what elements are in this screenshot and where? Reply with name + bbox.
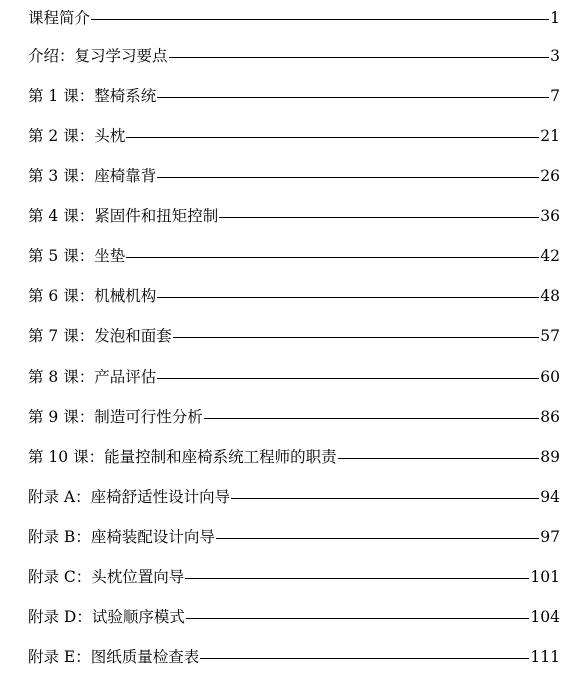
toc-entry[interactable] bbox=[28, 43, 560, 69]
toc-leader-line bbox=[231, 498, 539, 499]
toc-leader-line bbox=[126, 137, 539, 138]
toc-entry-page: 97 bbox=[540, 528, 560, 546]
toc-leader-line bbox=[173, 337, 540, 338]
toc-entry-page: 101 bbox=[530, 568, 560, 586]
toc-entry[interactable] bbox=[28, 163, 560, 189]
toc-entry-title: 第 9 课：制造可行性分析 bbox=[28, 408, 203, 426]
toc-entry-title: 第 2 课：头枕 bbox=[28, 127, 126, 145]
toc-leader-line bbox=[91, 19, 549, 20]
toc-entry[interactable] bbox=[28, 283, 560, 309]
toc-entry-title: 第 10 课：能量控制和座椅系统工程师的职责 bbox=[28, 448, 337, 466]
toc-entry-title: 附录 E：图纸质量检查表 bbox=[28, 648, 200, 666]
toc-entry-page: 42 bbox=[540, 247, 560, 265]
toc-entry-page: 94 bbox=[540, 488, 560, 506]
toc-entry[interactable] bbox=[28, 5, 560, 31]
toc-entry-title: 附录 C：头枕位置向导 bbox=[28, 568, 185, 586]
toc-entry-page: 26 bbox=[540, 167, 560, 185]
toc-entry[interactable] bbox=[28, 83, 560, 109]
toc-leader-line bbox=[185, 578, 529, 579]
toc-entry[interactable] bbox=[28, 484, 560, 510]
toc-entry[interactable] bbox=[28, 364, 560, 390]
toc-entry-title: 第 5 课：坐垫 bbox=[28, 247, 126, 265]
toc-entry-title: 第 7 课：发泡和面套 bbox=[28, 327, 172, 345]
toc-entry-title: 第 4 课：紧固件和扭矩控制 bbox=[28, 207, 219, 225]
toc-entry-page: 89 bbox=[540, 448, 560, 466]
toc-entry[interactable] bbox=[28, 444, 560, 470]
toc-entry-page: 48 bbox=[540, 287, 560, 305]
toc-entry-page: 3 bbox=[550, 47, 560, 65]
toc-entry-title: 课程简介 bbox=[28, 9, 91, 27]
toc-entry[interactable] bbox=[28, 604, 560, 630]
toc-entry[interactable] bbox=[28, 524, 560, 550]
toc-entry-page: 7 bbox=[550, 87, 560, 105]
toc-entry-title: 第 3 课：座椅靠背 bbox=[28, 167, 157, 185]
toc-entry-title: 附录 B：座椅装配设计向导 bbox=[28, 528, 215, 546]
toc-entry-page: 57 bbox=[540, 327, 560, 345]
toc-entry[interactable] bbox=[28, 243, 560, 269]
toc-leader-line bbox=[157, 378, 539, 379]
toc-leader-line bbox=[338, 458, 540, 459]
toc-leader-line bbox=[204, 418, 540, 419]
toc-entry-title: 介绍：复习学习要点 bbox=[28, 47, 168, 65]
table-of-contents bbox=[28, 0, 560, 682]
toc-leader-line bbox=[186, 618, 530, 619]
toc-leader-line bbox=[169, 57, 550, 58]
toc-entry[interactable] bbox=[28, 203, 560, 229]
toc-entry-page: 21 bbox=[540, 127, 560, 145]
toc-entry[interactable] bbox=[28, 123, 560, 149]
toc-leader-line bbox=[216, 538, 539, 539]
toc-leader-line bbox=[157, 297, 539, 298]
toc-entry-title: 第 6 课：机械机构 bbox=[28, 287, 157, 305]
toc-leader-line bbox=[200, 658, 529, 659]
toc-entry[interactable] bbox=[28, 404, 560, 430]
toc-leader-line bbox=[126, 257, 539, 258]
toc-entry-title: 第 1 课：整椅系统 bbox=[28, 87, 157, 105]
toc-entry-title: 第 8 课：产品评估 bbox=[28, 368, 157, 386]
toc-entry-page: 104 bbox=[530, 608, 560, 626]
toc-entry[interactable] bbox=[28, 323, 560, 349]
toc-entry-title: 附录 D：试验顺序模式 bbox=[28, 608, 185, 626]
toc-entry-title: 附录 A：座椅舒适性设计向导 bbox=[28, 488, 231, 506]
toc-leader-line bbox=[157, 177, 539, 178]
toc-entry-page: 36 bbox=[540, 207, 560, 225]
toc-entry-page: 60 bbox=[540, 368, 560, 386]
toc-entry-page: 86 bbox=[540, 408, 560, 426]
toc-entry[interactable] bbox=[28, 564, 560, 590]
toc-leader-line bbox=[219, 217, 539, 218]
toc-entry-page: 111 bbox=[530, 648, 560, 666]
toc-entry[interactable] bbox=[28, 644, 560, 670]
toc-leader-line bbox=[157, 97, 549, 98]
toc-entry-page: 1 bbox=[550, 9, 560, 27]
